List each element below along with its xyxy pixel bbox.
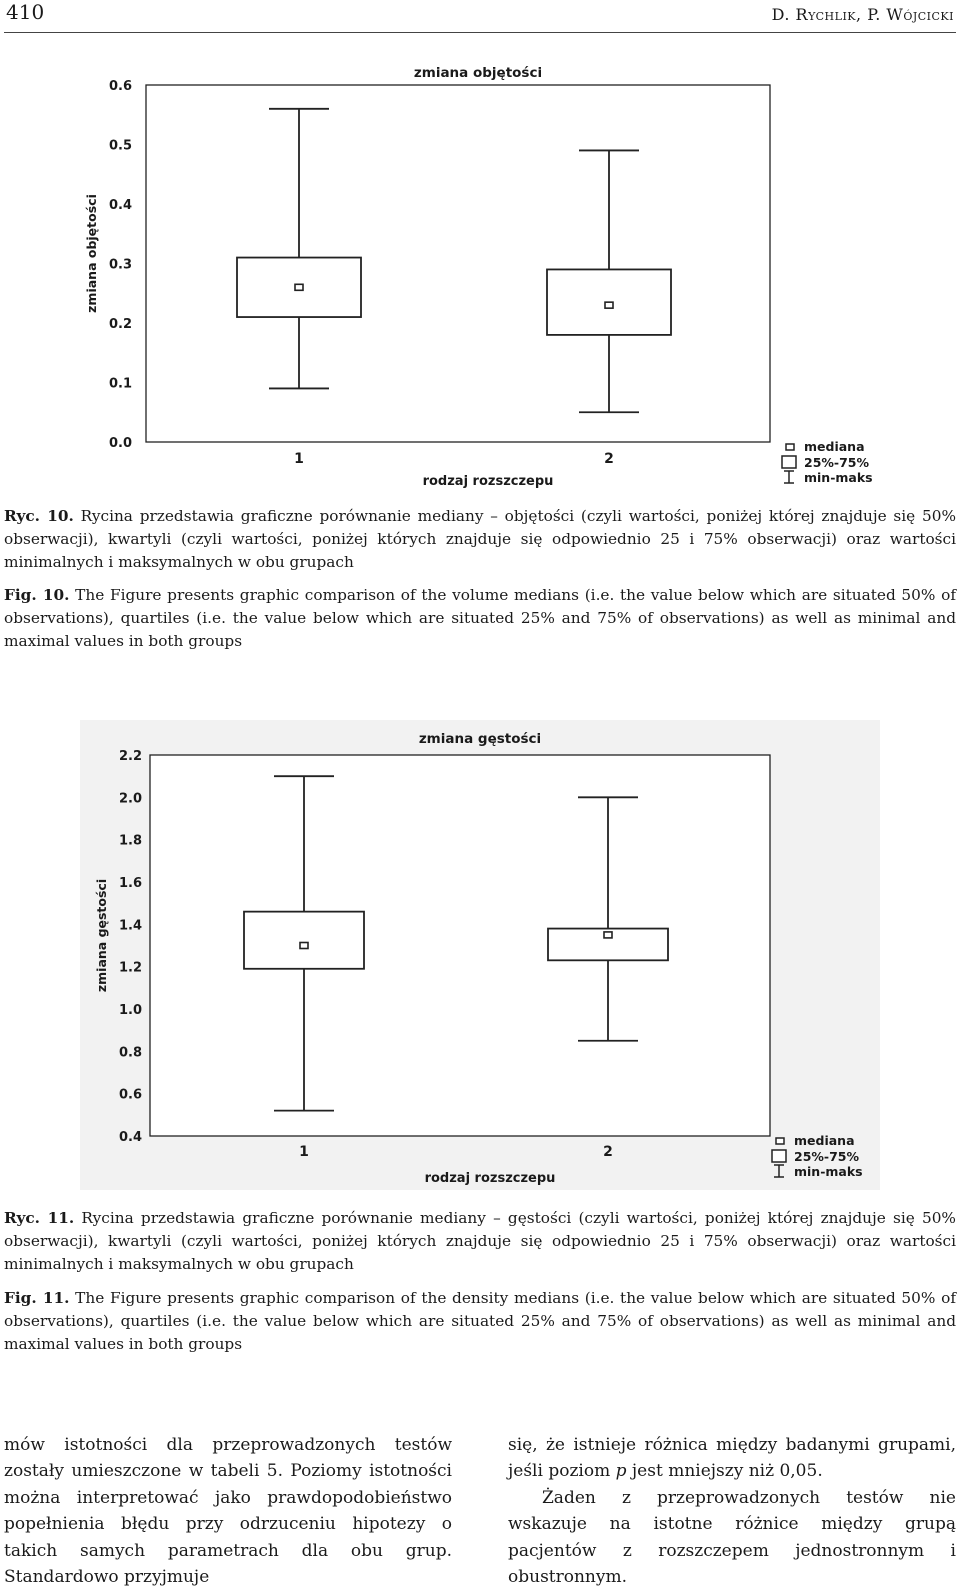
- legend-label-median: mediana: [804, 439, 865, 454]
- figure10-caption-en-text: The Figure presents graphic comparison of the volume medians (i.e. the value below which are situated 50% of observations), quartiles (i.e. the value below which are situated 25% and 75% of observations) as well as minimal and maximal values in both groups: [4, 586, 956, 650]
- legend-median-symbol: [776, 1138, 784, 1144]
- median-marker: [605, 302, 613, 308]
- figure11-caption-en-label: Fig. 11.: [4, 1289, 70, 1307]
- y-tick-label: 0.5: [108, 138, 132, 154]
- body-right-paragraph-1: [508, 1432, 956, 1485]
- body-right-text-b: jest mniejszy niż 0,05.: [626, 1461, 823, 1482]
- figure10-caption-en-label: Fig. 10.: [4, 586, 70, 604]
- legend-label-median: mediana: [794, 1133, 855, 1148]
- running-head: D. Rychlik, P. Wójcicki: [771, 5, 954, 24]
- y-tick-label: 0.6: [118, 1087, 142, 1103]
- y-tick-label: 1.2: [118, 960, 142, 976]
- page-number: 410: [6, 0, 45, 24]
- figure11-caption-pl: [4, 1207, 956, 1276]
- p-symbol: p: [615, 1461, 627, 1482]
- y-axis-label: zmiana objętości: [84, 194, 99, 313]
- figure10-caption-en: [4, 584, 956, 653]
- body-left-column: [4, 1432, 452, 1590]
- x-tick-label: 2: [604, 451, 614, 467]
- y-axis-label: zmiana gęstości: [94, 878, 109, 993]
- y-tick-label: 0.2: [108, 317, 132, 332]
- y-tick-label: 1.6: [118, 876, 142, 891]
- y-tick-label: 0.3: [108, 257, 132, 273]
- legend-median-symbol: [786, 444, 794, 450]
- body-right-paragraph-2: Żaden z przeprowadzonych testów nie wskazuje na istotne różnice między grupą pacjentów z rozszczepem jednostronnym i obustronnym.: [508, 1487, 956, 1588]
- y-tick-label: 0.6: [108, 79, 132, 94]
- figure11-caption-en: [4, 1287, 956, 1356]
- header-rule: [4, 32, 956, 33]
- quartile-box: [244, 912, 364, 969]
- figure10-caption-pl-text: Rycina przedstawia graficzne porównanie mediany – objętości (czyli wartości, poniżej której znajduje się 50% obserwacji), kwartyli (czyli wartości, poniżej których znajduje się odpowiednio 25 i 75% obserwacji) oraz wartości minimalnych i maksymalnych w obu grupach: [4, 507, 956, 571]
- median-marker: [300, 943, 308, 949]
- y-tick-label: 0.0: [108, 436, 132, 451]
- density-boxplot-chart: [80, 720, 880, 1190]
- figure10-caption-pl: [4, 505, 956, 574]
- figure11-caption-en-text: The Figure presents graphic comparison of the density medians (i.e. the value below which are situated 50% of observations), quartiles (i.e. the value below which are situated 25% and 75% of observations) as well as minimal and maximal values in both groups: [4, 1289, 956, 1353]
- legend-label-quartiles: 25%-75%: [804, 455, 870, 470]
- x-tick-label: 1: [299, 1144, 309, 1160]
- y-tick-label: 0.4: [118, 1130, 142, 1145]
- legend-label-minmax: min-maks: [804, 470, 873, 485]
- volume-boxplot-chart: [70, 55, 890, 495]
- y-tick-label: 1.0: [118, 1003, 142, 1018]
- chart-title: zmiana objętości: [413, 65, 543, 81]
- x-tick-label: 1: [294, 451, 304, 467]
- body-left-paragraph: mów istotności dla przeprowadzonych testów zostały umieszczone w tabeli 5. Poziomy istotności można interpretować jako prawdopodobieństwo popełnienia błędu przy odrzuceniu hipotezy o takich samych parametrach dla obu grup. Standardowo przyjmuje: [4, 1435, 452, 1588]
- figure11-caption-pl-label: Ryc. 11.: [4, 1209, 75, 1227]
- legend-box-symbol: [772, 1150, 786, 1162]
- y-tick-label: 2.0: [118, 791, 142, 807]
- figure11-caption-pl-text: Rycina przedstawia graficzne porównanie mediany – gęstości (czyli wartości, poniżej której znajduje się 50% obserwacji), kwartyli (czyli wartości, poniżej których znajduje się odpowiednio 25 i 75% obserwacji) oraz wartości minimalnych i maksymalnych w obu grupach: [4, 1209, 956, 1273]
- y-tick-label: 0.1: [108, 376, 132, 392]
- legend-box-symbol: [782, 456, 796, 468]
- plot-area: [150, 755, 770, 1136]
- body-right-column: [508, 1432, 956, 1590]
- y-tick-label: 0.8: [118, 1045, 142, 1061]
- x-tick-label: 2: [603, 1144, 613, 1160]
- x-axis-label: rodzaj rozszczepu: [422, 474, 554, 489]
- legend-label-quartiles: 25%-75%: [794, 1149, 860, 1164]
- median-marker: [295, 284, 303, 290]
- y-tick-label: 1.4: [118, 918, 142, 934]
- x-axis-label: rodzaj rozszczepu: [424, 1171, 556, 1186]
- legend-label-minmax: min-maks: [794, 1164, 863, 1179]
- y-tick-label: 0.4: [108, 198, 132, 213]
- chart-title: zmiana gęstości: [418, 731, 542, 747]
- median-marker: [604, 932, 612, 938]
- body-right-text-a: się, że istnieje różnica między badanymi grupami, jeśli poziom: [508, 1435, 956, 1482]
- y-tick-label: 1.8: [118, 833, 142, 849]
- figure10-caption-pl-label: Ryc. 10.: [4, 507, 74, 525]
- y-tick-label: 2.2: [118, 749, 142, 764]
